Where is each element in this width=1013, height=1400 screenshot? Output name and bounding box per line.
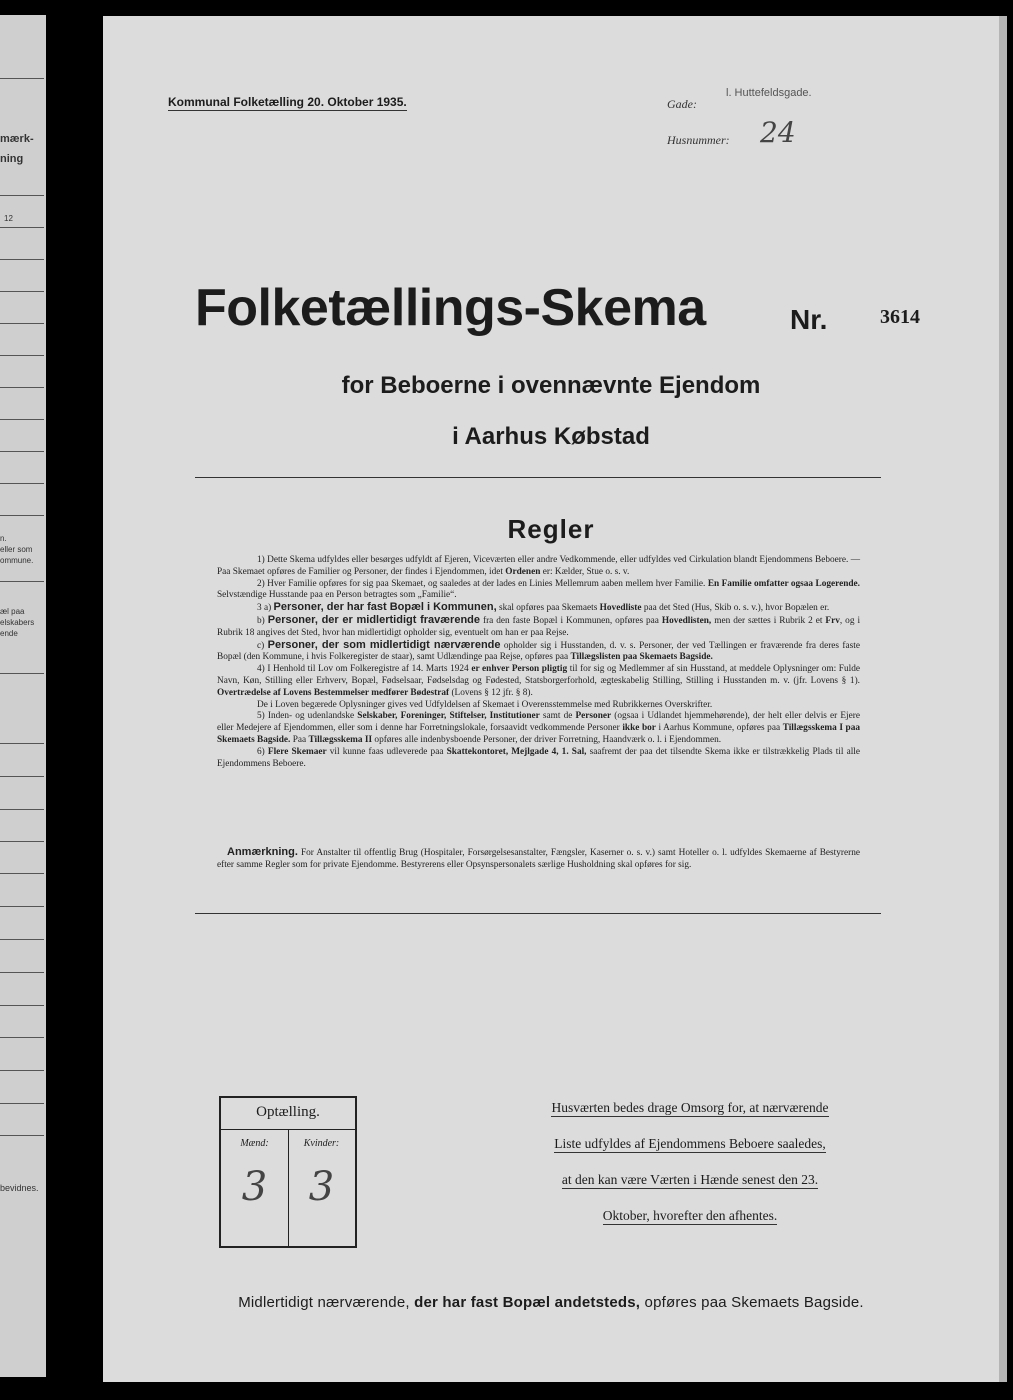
rule-1: 1) Dette Skema udfyldes eller besørges udfyldt af Ejeren, Viceværten eller andre Vedkommende, eller udfyldes ved Cirkulation blandt Ejendommens Beboere. — Paa Skemaet opføres de Familier og Personer, der findes i Ejendommen, idet Ordenen er: Kælder, Stue o. s. v. xyxy=(217,555,860,577)
rules-heading: Regler xyxy=(507,514,595,544)
left-fragment: ommune. xyxy=(0,556,34,565)
left-fragment: æl paa xyxy=(0,607,25,616)
left-fragment: elskabers xyxy=(0,618,35,627)
left-fragment: n. xyxy=(0,534,7,543)
subtitle: for Beboerne i ovennævnte Ejendom xyxy=(341,372,761,399)
census-title: Kommunal Folketælling 20. Oktober 1935. xyxy=(168,95,407,109)
gade-label: Gade: xyxy=(667,97,697,111)
rule-3b: b) Personer, der er midlertidigt fraværende fra den faste Bopæl i Kommunen, opføres paa Hovedlisten, men der sættes i Rubrik 2 et Frv, og i Rubrik 18 angives det Sted, hvor han midlertidigt opholder sig, eventuelt om han er paa Rejse. xyxy=(217,613,861,638)
page-edge xyxy=(999,16,1007,1382)
left-fragment: 12 xyxy=(4,214,13,223)
kvinder-label: Kvinder: xyxy=(303,1138,340,1149)
rules-text xyxy=(217,555,860,770)
instruction-line: Oktober, hvorefter den afhentes. xyxy=(602,1208,778,1223)
footer-note: Midlertidigt nærværende, der har fast Bopæl andetsteds, opføres paa Skemaets Bagside. xyxy=(238,1294,864,1311)
left-fragment: bevidnes. xyxy=(0,1183,39,1193)
rule-4-cont: De i Loven begærede Oplysninger gives ved Udfyldelsen af Skemaet i Overensstemmelse med Rubrikkernes Overskrifter. xyxy=(257,699,713,710)
instruction-line: Liste udfyldes af Ejendommens Beboere saaledes, xyxy=(554,1136,826,1151)
husnummer-label: Husnummer: xyxy=(667,133,730,147)
instruction-line: Husværten bedes drage Omsorg for, at nærværende xyxy=(551,1100,829,1115)
rule-3a: 3 a) Personer, der har fast Bopæl i Kommunen, skal opføres paa Skemaets Hovedliste paa det Sted (Hus, Skib o. s. v.), hvor Bopælen er. xyxy=(257,601,830,614)
page-title: Folketællings-Skema xyxy=(195,279,706,337)
form-number: 3614 xyxy=(880,306,920,328)
gade-value: l. Huttefeldsgade. xyxy=(726,87,812,99)
kvinder-count: 3 xyxy=(308,1164,335,1210)
maend-label: Mænd: xyxy=(240,1138,269,1149)
maend-count: 3 xyxy=(241,1164,268,1210)
rule-6: 6) Flere Skemaer vil kunne faas udleverede paa Skattekontoret, Mejlgade 4, 1. Sal, saafremt der paa det tilsendte Skema ikke er tilstrækkelig Plads til alle Ejendommens Beboere. xyxy=(217,746,861,769)
count-title: Optælling. xyxy=(256,1104,320,1120)
left-fragment: mærk- xyxy=(0,133,34,145)
divider xyxy=(195,477,881,478)
husnummer-value: 24 xyxy=(760,116,796,149)
left-fragment: ning xyxy=(0,153,24,165)
rule-3c: c) Personer, der som midlertidigt nærværende opholder sig i Husstanden, d. v. s. Personer, der ved Tællingen er fraværende fra deres faste Bopæl (den Kommune, i hvis Folkeregister de staar), samt Udlændinge paa Rejse, opføres paa Tillægslisten paa Skemaets Bagside. xyxy=(217,638,860,663)
previous-page-edge xyxy=(0,15,46,1377)
left-fragment: eller som xyxy=(0,545,33,554)
divider xyxy=(195,913,881,914)
rule-2: 2) Hver Familie opføres for sig paa Skemaet, og saaledes at der lades en Linies Mellemrum aaben mellem hver Familie. En Familie omfatter ogsaa Logerende. Selvstændige Husstande paa en Person betragtes som „Familie“. xyxy=(217,578,860,601)
left-fragment: ende xyxy=(0,629,18,638)
instruction-line: at den kan være Værten i Hænde senest den 23. xyxy=(561,1172,819,1187)
note-text: For Anstalter til offentlig Brug (Hospitaler, Forsørgelsesanstalter, Fængsler, Kaserner o. s. v.) samt Hoteller o. l. udfyldes Skemaerne af Bestyrerne efter samme Regler som for private Ejendomme. Bestyrerens eller Opsynspersonalets særlige Husholdning skal opføres for sig. xyxy=(217,848,861,870)
note xyxy=(217,847,860,872)
rule-4: 4) I Henhold til Lov om Folkeregistre af 14. Marts 1924 er enhver Person pligtig til for sig og Medlemmer af sin Husstand, at meddele Oplysninger om: Fulde Navn, Køn, Stilling eller Erhverv, Bopæl, Fødselsaar, Fødselsdag og Fødested, Statsborgerforhold, ægteskabelig Stilling, Stilling i Husstanden m. v. (jfr. Lovens § 1). Overtrædelse af Lovens Bestemmelser medfører Bødestraf (Lovens § 12 jfr. § 8). xyxy=(217,664,860,698)
subtitle: i Aarhus Købstad xyxy=(452,423,650,450)
rule-5: 5) Inden- og udenlandske Selskaber, Foreninger, Stiftelser, Institutioner samt de Personer (ogsaa i Udlandet hjemmehørende), der helt eller delvis er Ejere eller Medejere af Ejendommen, eller som i denne har Forretningslokale, forsaavidt vedkommende Personer ikke bor i Aarhus Kommune, opføres paa Tillægsskema I paa Skemaets Bagside. Paa Tillægsskema II opføres alle indenbysboende Personer, der driver Forretning, Haandværk o. l. i Ejendommen. xyxy=(217,711,861,745)
note-label: Anmærkning. xyxy=(227,846,298,858)
number-label: Nr. xyxy=(790,304,828,335)
count-box xyxy=(219,1096,357,1248)
